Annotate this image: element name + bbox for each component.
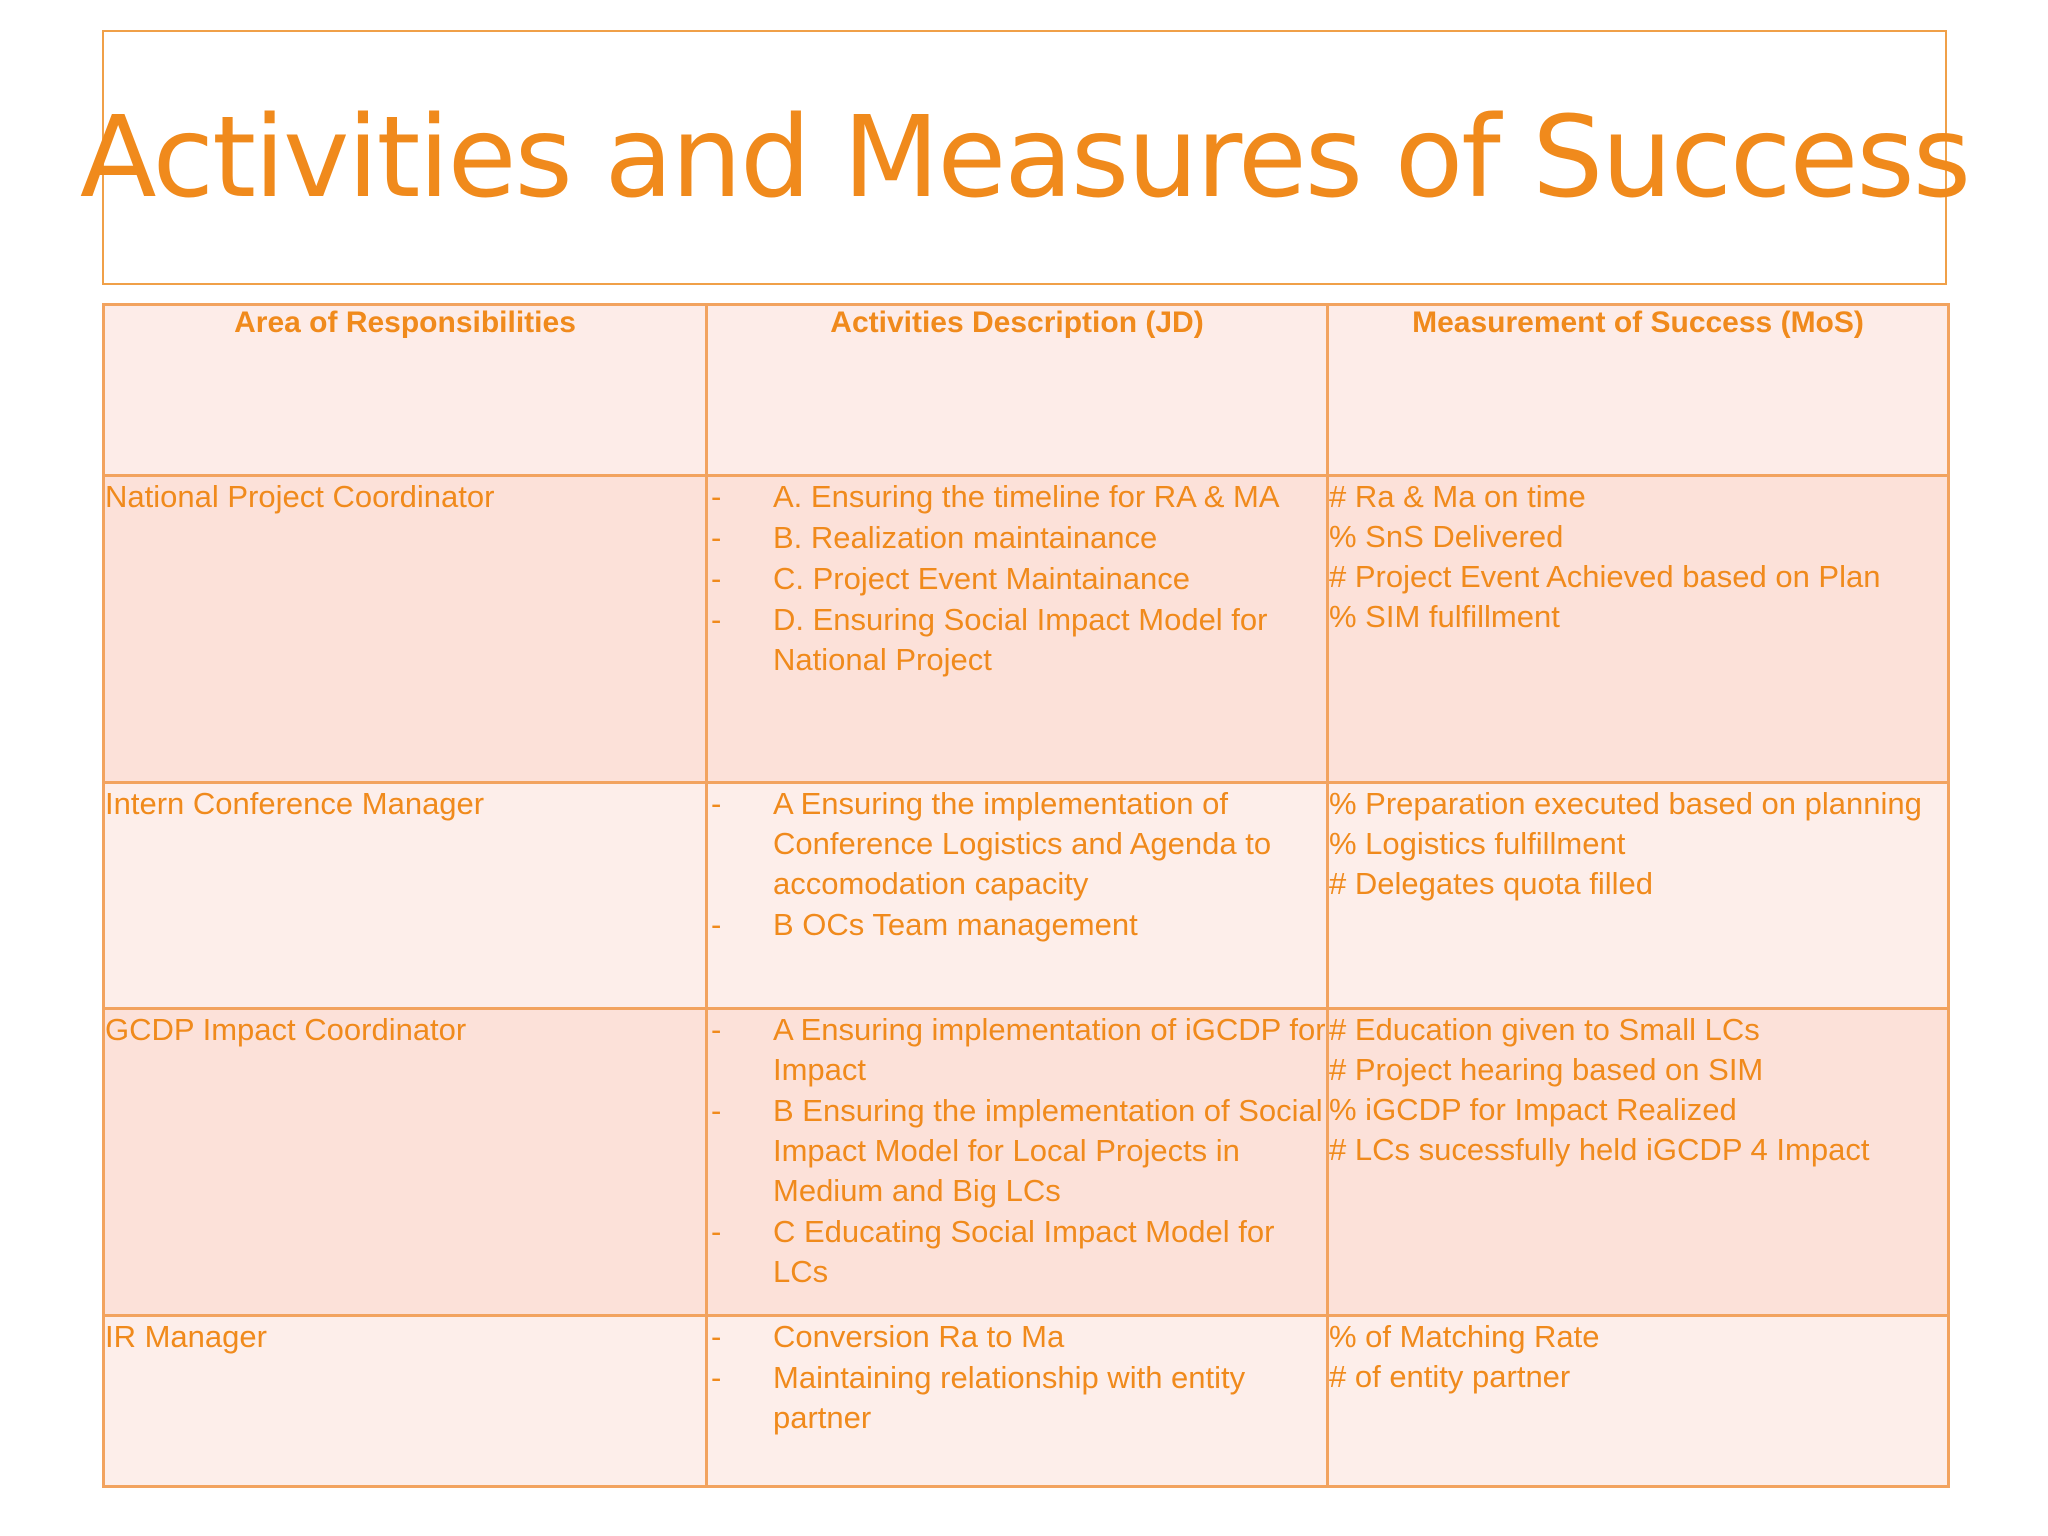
header-activities: Activities Description (JD) (707, 305, 1328, 476)
mos-cell (1328, 476, 1949, 783)
table-row (104, 783, 1949, 1009)
dash-marker: - (711, 479, 722, 514)
dash-marker: - (711, 561, 722, 596)
activity-text: D. Ensuring Social Impact Model for National Project (773, 602, 1268, 677)
mos-cell (1328, 1009, 1949, 1316)
mos-item: # Ra & Ma on time (1329, 479, 1586, 514)
header-area: Area of Responsibilities (104, 305, 707, 476)
mos-item: # Project Event Achieved based on Plan (1329, 559, 1881, 594)
activity-text: A Ensuring the implementation of Conference Logistics and Agenda to accomodation capacity (773, 786, 1272, 901)
table-row (104, 1316, 1949, 1487)
mos-item: % Preparation executed based on planning (1329, 786, 1922, 821)
activities-cell (707, 783, 1328, 1009)
header-mos: Measurement of Success (MoS) (1328, 305, 1949, 476)
dash-marker: - (711, 1360, 722, 1395)
activity-item (708, 784, 1326, 904)
activity-text: C. Project Event Maintainance (773, 561, 1190, 596)
mos-cell (1328, 1316, 1949, 1487)
activity-text: C Educating Social Impact Model for LCs (773, 1214, 1275, 1289)
activity-item (708, 1317, 1326, 1357)
activity-item (708, 1010, 1326, 1090)
mos-item: # Project hearing based on SIM (1329, 1052, 1764, 1087)
area-cell: GCDP Impact Coordinator (104, 1009, 707, 1316)
mos-item: # LCs sucessfully held iGCDP 4 Impact (1329, 1132, 1870, 1167)
mos-item: # Delegates quota filled (1329, 866, 1654, 901)
activity-item (708, 905, 1326, 945)
dash-marker: - (711, 1093, 722, 1128)
mos-item: % iGCDP for Impact Realized (1329, 1092, 1737, 1127)
mos-item: % SnS Delivered (1329, 519, 1564, 554)
dash-marker: - (711, 786, 722, 821)
activity-text: A. Ensuring the timeline for RA & MA (773, 479, 1280, 514)
table-row (104, 476, 1949, 783)
activity-item (708, 1091, 1326, 1211)
dash-marker: - (711, 907, 722, 942)
dash-marker: - (711, 1319, 722, 1354)
mos-item: # Education given to Small LCs (1329, 1012, 1760, 1047)
title-box (79, 30, 1970, 285)
activity-text: A Ensuring implementation of iGCDP for Impact (773, 1012, 1326, 1087)
activity-text: Conversion Ra to Ma (773, 1319, 1065, 1354)
area-cell: IR Manager (104, 1316, 707, 1487)
mos-item: % Logistics fulfillment (1329, 826, 1626, 861)
activity-text: B Ensuring the implementation of Social Impact Model for Local Projects in Medium and Big LCs (773, 1093, 1323, 1208)
dash-marker: - (711, 1012, 722, 1047)
activity-text: B OCs Team management (773, 907, 1138, 942)
mos-item: % of Matching Rate (1329, 1319, 1600, 1354)
activities-cell (707, 1009, 1328, 1316)
mos-item: # of entity partner (1329, 1359, 1571, 1394)
activity-item (708, 1212, 1326, 1292)
table-row (104, 1009, 1949, 1316)
table-header-row (104, 305, 1949, 476)
dash-marker: - (711, 602, 722, 637)
activity-item (708, 477, 1326, 517)
dash-marker: - (711, 1214, 722, 1249)
mos-item: % SIM fulfillment (1329, 599, 1560, 634)
activity-item (708, 518, 1326, 558)
activity-item (708, 600, 1326, 680)
page-title: Activities and Measures of Success (79, 92, 1970, 223)
activity-text: Maintaining relationship with entity partner (773, 1360, 1246, 1435)
area-cell: Intern Conference Manager (104, 783, 707, 1009)
dash-marker: - (711, 520, 722, 555)
area-cell: National Project Coordinator (104, 476, 707, 783)
mos-cell (1328, 783, 1949, 1009)
activity-item (708, 1358, 1326, 1438)
activity-text: B. Realization maintainance (773, 520, 1158, 555)
activities-cell (707, 1316, 1328, 1487)
responsibilities-table (102, 303, 1950, 1488)
activities-cell (707, 476, 1328, 783)
activity-item (708, 559, 1326, 599)
